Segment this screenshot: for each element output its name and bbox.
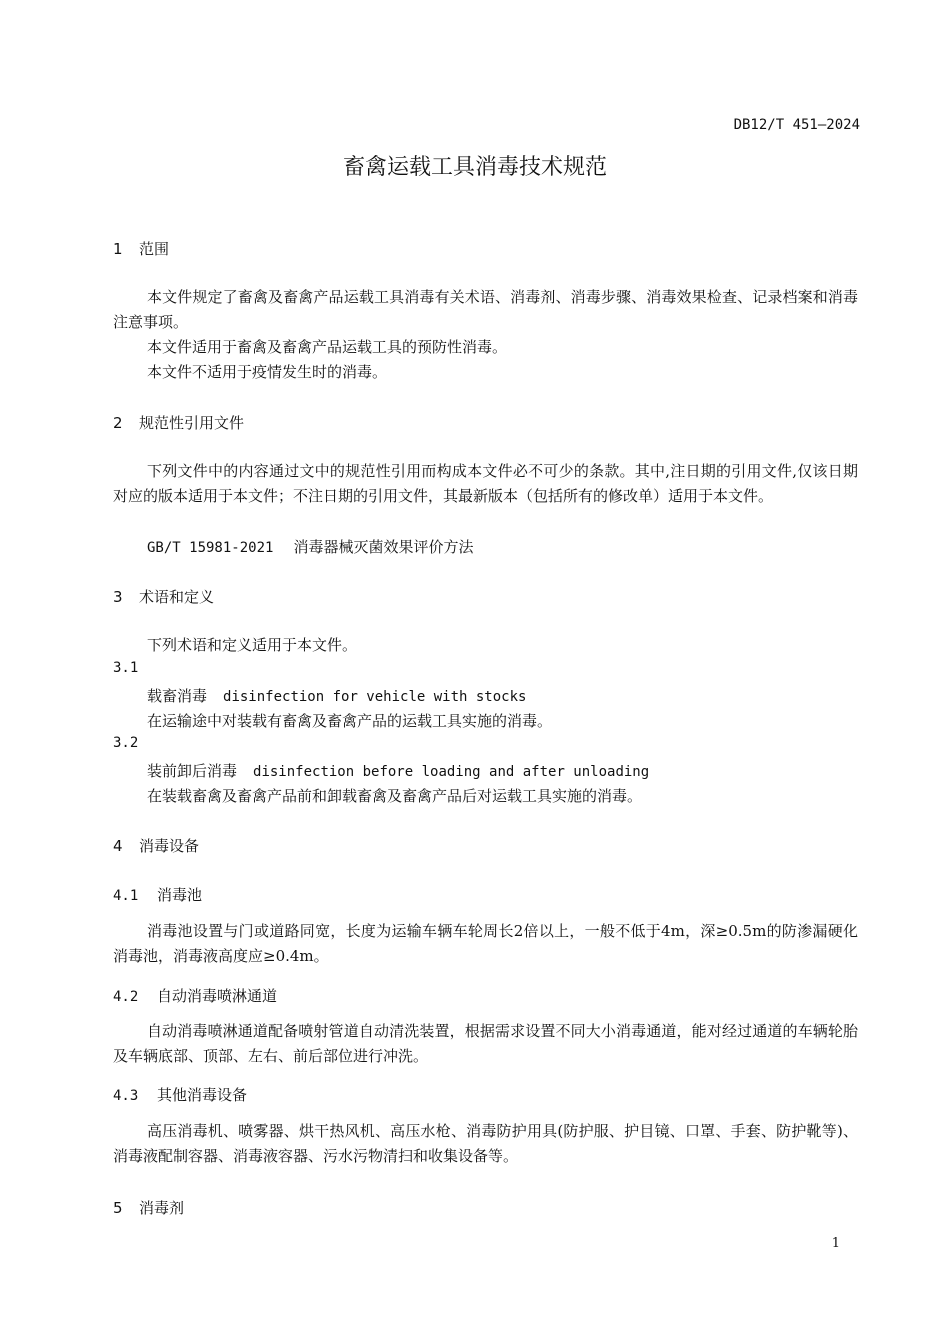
subsection-title: 自动消毒喷淋通道 [157,987,278,1005]
subsection-4-3-paragraph: 高压消毒机、喷雾器、烘干热风机、高压水枪、消毒防护用具(防护服、护目镜、口罩、手套、防护靴等)、消毒液配制容器、消毒液容器、污水污物清扫和收集设备等。 [113,1122,858,1165]
normative-reference [147,536,473,557]
subsection-title: 其他消毒设备 [157,1086,248,1104]
subsection-4-1-heading [113,884,202,905]
section-1-heading [113,238,169,259]
term-entry [147,685,526,706]
term-definition: 在运输途中对装载有畜禽及畜禽产品的运载工具实施的消毒。 [147,712,553,730]
document-id: DB12/T 451—2024 [733,117,860,133]
term-number: 3.2 [113,735,139,751]
subsection-4-2-heading [113,985,277,1006]
subsection-number: 4.1 [113,888,139,904]
section-1-paragraph-2: 本文件适用于畜禽及畜禽产品运载工具的预防性消毒。 [147,338,508,356]
document-title: 畜禽运载工具消毒技术规范 [342,155,607,180]
section-2-paragraph-1: 下列文件中的内容通过文中的规范性引用而构成本文件必不可少的条款。其中,注日期的引用文件,仅该日期对应的版本适用于本文件；不注日期的引用文件，其最新版本（包括所有的修改单）适用于本文件。 [113,462,858,505]
section-title: 消毒剂 [139,1199,185,1217]
term-english: disinfection for vehicle with stocks [223,689,527,705]
term-number: 3.1 [113,660,139,676]
section-3-heading [113,586,214,607]
page-number: 1 [831,1236,840,1251]
section-number: 4 [113,837,123,855]
section-number: 2 [113,414,123,432]
term-chinese: 装前卸后消毒 [147,762,238,780]
subsection-4-3-heading [113,1084,247,1105]
term-definition: 在装载畜禽及畜禽产品前和卸载畜禽及畜禽产品后对运载工具实施的消毒。 [147,787,643,805]
section-title: 术语和定义 [139,588,215,606]
section-2-heading [113,412,244,433]
reference-code: GB/T 15981-2021 [147,540,274,556]
section-title: 规范性引用文件 [139,414,245,432]
term-entry [147,760,649,781]
subsection-number: 4.2 [113,989,139,1005]
subsection-4-1-paragraph: 消毒池设置与门或道路同宽，长度为运输车辆车轮周长2倍以上，一般不低于4m，深≥0.5m的防渗漏硬化消毒池，消毒液高度应≥0.4m。 [113,922,858,965]
term-english: disinfection before loading and after unloading [253,764,650,780]
section-3-intro: 下列术语和定义适用于本文件。 [147,636,358,654]
section-number: 1 [113,240,123,258]
section-number: 5 [113,1199,123,1217]
section-number: 3 [113,588,123,606]
section-4-heading [113,835,199,856]
term-chinese: 载畜消毒 [147,687,208,705]
section-title: 消毒设备 [139,837,200,855]
section-5-heading [113,1197,184,1218]
section-title: 范围 [139,240,170,258]
reference-title: 消毒器械灭菌效果评价方法 [293,538,474,556]
subsection-title: 消毒池 [157,886,203,904]
subsection-number: 4.3 [113,1088,139,1104]
subsection-4-2-paragraph: 自动消毒喷淋通道配备喷射管道自动清洗装置，根据需求设置不同大小消毒通道，能对经过通道的车辆轮胎及车辆底部、顶部、左右、前后部位进行冲洗。 [113,1022,858,1065]
section-1-paragraph-1: 本文件规定了畜禽及畜禽产品运载工具消毒有关术语、消毒剂、消毒步骤、消毒效果检查、记录档案和消毒注意事项。 [113,288,858,331]
section-1-paragraph-3: 本文件不适用于疫情发生时的消毒。 [147,363,388,381]
